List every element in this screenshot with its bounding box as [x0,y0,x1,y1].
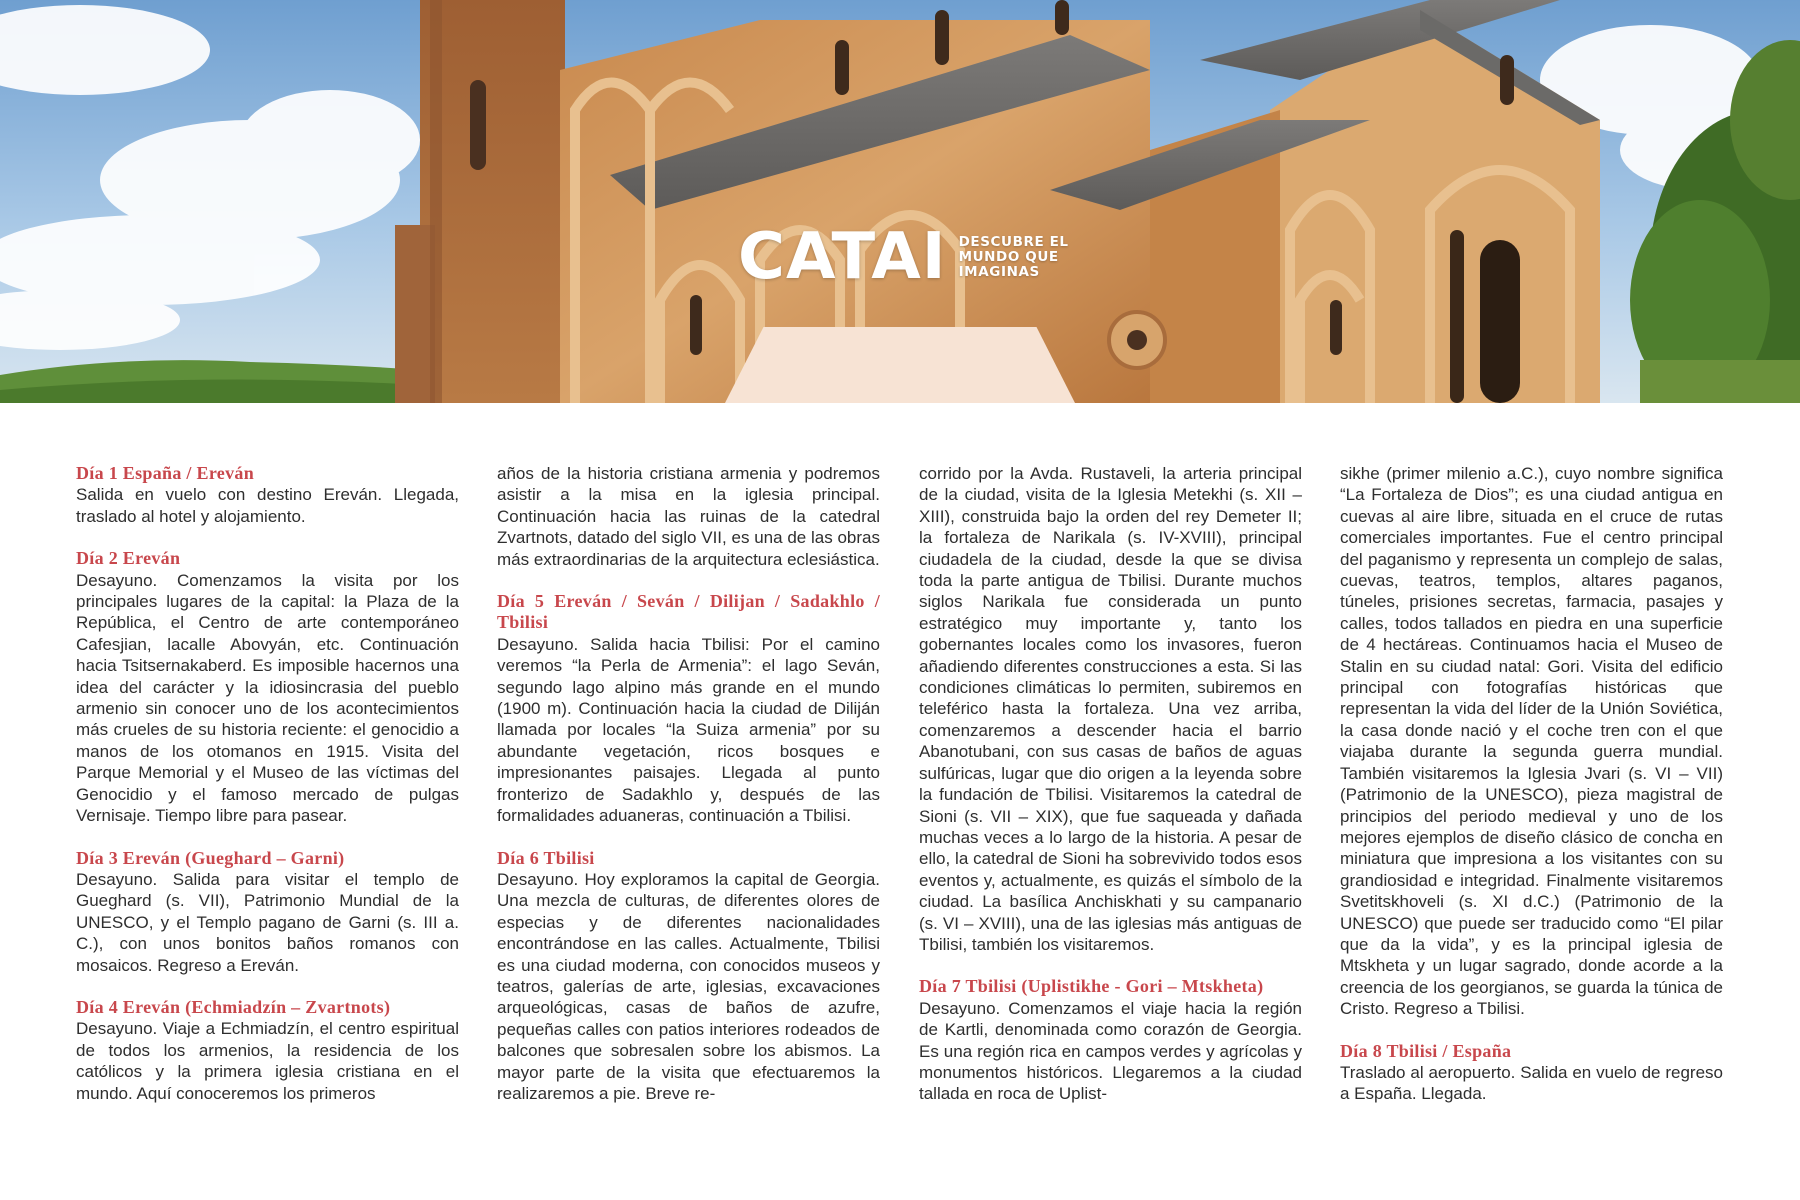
day-heading: Día 2 Ereván [76,548,181,569]
day-description: Desayuno. Comenzamos la visita por los principales lugares de la capital: la Plaza de la República, el Centro de arte contemporáneo Cafesjian, lacalle Abovyán, etc. Continuación hacia Tsitsernakaberd. Es imposible hacernos una idea del carácter y la idiosincrasia del pueblo armenio sin conocer uno de los acontecimientos más crueles de su historia reciente: el genocidio a manos de los otomanos en 1915. Visita del Parque Memorial y el Museo de las víctimas del Genocidio y el famoso mercado de pulgas Vernisaje. Tiempo libre para pasear. [76,570,459,826]
day-description: Desayuno. Salida hacia Tbilisi: Por el camino veremos “la Perla de Armenia”: el lago Seván, segundo lago alpino más grande en el mundo (1900 m). Continuación hacia la ciudad de Diliján llamada por locales “la Suiza armenia” por su abundante vegetación, ricos bosques e impresionantes paisajes. Llegada al punto fronterizo de Sadakhlo y, después de las formalidades aduaneras, continuación a Tbilisi. [497,634,880,826]
day-description: años de la historia cristiana armenia y podremos asistir a la misa en la iglesia principal. Continuación hacia las ruinas de la catedral Zvartnots, datado del siglo VII, es una de las obras más extraordinarias de la arquitectura eclesiástica. [497,464,880,569]
logo-tagline: DESCUBRE EL MUNDO QUE IMAGINAS [958,233,1069,280]
day-heading: Día 6 Tbilisi [497,847,595,868]
day-description: Desayuno. Hoy exploramos la capital de Georgia. Una mezcla de culturas, de diferentes olores de especias y de diferentes nacionalidades encontrándose en las calles. Actualmente, Tbilisi es una ciudad moderna, con conocidos museos y teatros, galerías de arte, iglesias, excavaciones arqueológicas, casas de baños de azufre, pequeñas calles con patios interiores rodeados de balcones que sobresalen sobre los abismos. La mayor parte de la visita que efectuaremos la realizaremos a pie. Breve re- [497,869,880,1103]
day-description: Desayuno. Comenzamos el viaje hacia la región de Kartli, denominada como corazón de Georgia. Es una región rica en campos verdes y agrícolas y monumentos históricos. Llegaremos a la ciudad tallada en roca de Uplist- [919,998,1302,1104]
day-heading: Día 7 Tbilisi (Uplistikhe - Gori – Mtskheta) [919,976,1264,997]
day-heading: Día 3 Ereván (Gueghard – Garni) [76,847,345,868]
hero-photo [0,0,1800,403]
day-heading: Día 8 Tbilisi / España [1340,1040,1512,1061]
logo-wordmark: CATAI [738,220,947,294]
day-heading: Día 4 Ereván (Echmiadzín – Zvartnots) [76,996,391,1017]
itinerary-column-1 [76,463,459,1104]
day-description: corrido por la Avda. Rustaveli, la arteria principal de la ciudad, visita de la Iglesia Metekhi (s. XII – XIII), construida bajo la orden del rey Demeter II; la fortaleza de Narikala (s. IV-XVIII), principal ciudadela de la ciudad, desde la que se divisa toda la parte antigua de Tbilisi. Durante muchos siglos Narikala fue considerada un punto estratégico muy importante y, tanto los gobernantes locales como los invasores, fueron añadiendo diferentes construcciones a esta. Si las condiciones climáticas lo permiten, subiremos en teleférico hasta la fortaleza. Una vez arriba, comenzaremos a descender hacia el barrio Abanotubani, con sus casas de baños de aguas sulfúricas, lugar que dio origen a la leyenda sobre la fundación de Tbilisi. Visitaremos la catedral de Sioni (s. VII – XIX), que fue saqueada y dañada muchas veces a lo largo de la historia. A pesar de ello, la catedral de Sioni ha sobrevivido todos esos eventos y, actualmente, es quizás el símbolo de la ciudad. La basílica Anchiskhati y su campanario (s. VI – XVIII), una de las iglesias más antiguas de Tbilisi, también los visitaremos. [919,464,1302,954]
itinerary-column-3 [919,463,1302,1105]
day-description: sikhe (primer milenio a.C.), cuyo nombre significa “La Fortaleza de Dios”; es una ciudad antigua en cuevas al aire libre, situada en el cruce de rutas comerciales importantes. Fue el centro principal del paganismo y representa un complejo de salas, cuevas, teatros, templos, altares paganos, túneles, prisiones secretas, farmacia, pasajes y calles, todos tallados en piedra en una superficie de 4 hectáreas. Continuamos hacia el Museo de Stalin en su ciudad natal: Gori. Visita del edificio principal con fotografías históricas que representan la vida del líder de la Unión Soviética, la casa donde nació y el coche tren con el que viajaba durante la segunda guerra mundial. También visitaremos la Iglesia Jvari (s. VI – VII) (Patrimonio de la UNESCO), pieza magistral de principios del periodo medieval y uno de los mejores ejemplos de diseño clásico de concha en miniatura que impresiona a los visitantes con su grandiosidad e integridad. Finalmente visitaremos Svetitskhoveli (s. XI d.C.) (Patrimonio de la UNESCO) que puede ser traducido como “El pilar que da la vida”, y es la principal iglesia de Mtskheta y un lugar sagrado, donde acorde a la creencia de los georgianos, se guarda la túnica de Cristo. Regreso a Tbilisi. [1340,464,1723,1019]
itinerary-column-4 [1340,463,1723,1105]
day-description: Salida en vuelo con destino Ereván. Llegada, traslado al hotel y alojamiento. [76,485,459,526]
day-heading: Día 1 España / Ereván [76,463,255,483]
day-description: Desayuno. Viaje a Echmiadzín, el centro espiritual de todos los armenios, la residencia de los católicos y la primera iglesia cristiana en el mundo. Aquí conoceremos los primeros [76,1019,459,1103]
day-description: Desayuno. Salida para visitar el templo de Gueghard (s. VII), Patrimonio Mundial de la UNESCO, y el Templo pagano de Garni (s. III a. C.), con unos bonitos baños romanos con mosaicos. Regreso a Ereván. [76,869,459,975]
itinerary-text [76,463,1726,1135]
day-description: Traslado al aeropuerto. Salida en vuelo de regreso a España. Llegada. [1340,1062,1723,1104]
decorative-tab-shape [725,327,1075,403]
catai-logo [738,222,1089,292]
itinerary-column-2 [497,463,880,1104]
day-heading: Día 5 Ereván / Seván / Dilijan / Sadakhlo / Tbilisi [497,591,880,633]
